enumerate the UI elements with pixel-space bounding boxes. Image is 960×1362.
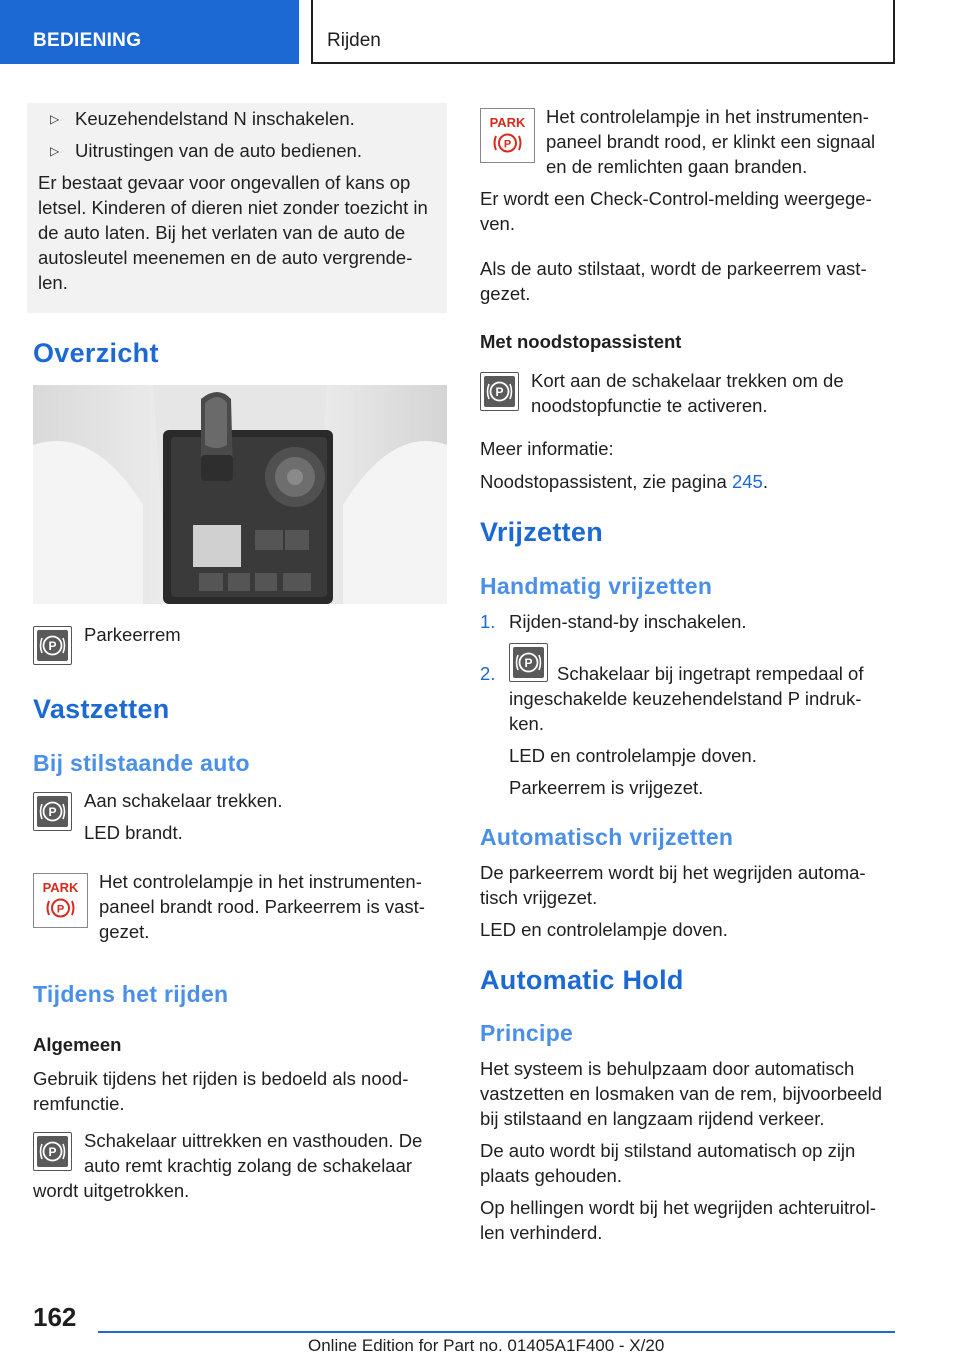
- center-console-photo: [33, 385, 447, 604]
- svg-text:P: P: [524, 656, 533, 670]
- trekken-text-line: auto remt krachtig zolang de schakelaar: [84, 1155, 413, 1176]
- bullet-triangle-icon: ▷: [50, 144, 60, 158]
- principe-3-text-line: len verhinderd.: [480, 1222, 603, 1243]
- principe-2-text-line: plaats gehouden.: [480, 1165, 622, 1186]
- step-2-text-line: ingeschakelde keuzehendelstand P indruk-: [509, 688, 862, 709]
- right-park-text-line: en de remlichten gaan branden.: [546, 156, 808, 177]
- parking-brake-icon: [509, 643, 548, 682]
- step-number-2: 2.: [480, 663, 496, 684]
- step-2-vrijgezet-text: Parkeerrem is vrijgezet.: [509, 777, 704, 798]
- principe-text-line: vastzetten en losmaken van de rem, bijvoorbeeld: [480, 1083, 883, 1104]
- svg-text:P: P: [48, 805, 57, 819]
- warning-text-line: letsel. Kinderen of dieren niet zonder toezicht in: [38, 197, 428, 218]
- svg-text:PARK: PARK: [42, 880, 79, 895]
- noodstop-text-line: Kort aan de schakelaar trekken om de: [531, 370, 844, 391]
- svg-text:P: P: [48, 1145, 57, 1159]
- noodstop-reference: Noodstopassistent, zie pagina 245.: [480, 471, 768, 492]
- footer-divider: [98, 1331, 895, 1333]
- automatisch-text-line: tisch vrijgezet.: [480, 887, 598, 908]
- principe-2-text-line: De auto wordt bij stilstand automatisch op zijn: [480, 1140, 856, 1161]
- parking-brake-icon: [33, 792, 72, 831]
- heading-tijdens-het-rijden: Tijdens het rijden: [33, 981, 229, 1007]
- svg-text:P: P: [48, 639, 57, 653]
- warning-bullet-2: Uitrustingen van de auto bedienen.: [75, 140, 362, 161]
- principe-text-line: Het systeem is behulpzaam door automatisch: [480, 1058, 855, 1079]
- header-chapter-tab: [311, 0, 895, 64]
- noodstop-reference-text: Noodstopassistent, zie pagina: [480, 471, 727, 492]
- step-1-text: Rijden-stand-by inschakelen.: [509, 611, 747, 632]
- heading-handmatig-vrijzetten: Handmatig vrijzetten: [480, 573, 713, 599]
- park-lamp-text-line: paneel brandt rood. Parkeerrem is vast-: [99, 896, 425, 917]
- step-2-led-text: LED en controlelampje doven.: [509, 745, 757, 766]
- header-section-tab: [0, 0, 299, 64]
- warning-text-line: de auto laten. Bij het verlaten van de auto de: [38, 222, 406, 243]
- heading-met-noodstopassistent: Met noodstopassistent: [480, 331, 682, 352]
- step-2-text-line: ken.: [509, 713, 544, 734]
- park-lamp-text-line: Het controlelampje in het instrumenten-: [99, 871, 422, 892]
- warning-text-line: Er bestaat gevaar voor ongevallen of kans op: [38, 172, 411, 193]
- park-warning-lamp-icon: [480, 108, 535, 163]
- automatisch-text-line: De parkeerrem wordt bij het wegrijden automa-: [480, 862, 866, 883]
- page-number: 162: [33, 1302, 77, 1332]
- right-park-text-line: paneel brandt rood, er klinkt een signaal: [546, 131, 876, 152]
- meer-informatie-label: Meer informatie:: [480, 438, 614, 459]
- stilstaande-step-2: LED brandt.: [84, 822, 183, 843]
- check-control-text-line: ven.: [480, 213, 515, 234]
- warning-text-line: len.: [38, 272, 68, 293]
- warning-bullet-1: Keuzehendelstand N inschakelen.: [75, 108, 355, 129]
- page-link-245[interactable]: 245: [731, 471, 763, 492]
- algemeen-text-line: remfunctie.: [33, 1093, 125, 1114]
- heading-automatic-hold: Automatic Hold: [480, 965, 684, 995]
- stilstaande-step-1: Aan schakelaar trekken.: [84, 790, 283, 811]
- right-park-text-line: Het controlelampje in het instrumenten-: [546, 106, 869, 127]
- heading-vrijzetten: Vrijzetten: [480, 517, 604, 547]
- footer-edition: Online Edition for Part no. 01405A1F400 - X/20: [308, 1336, 665, 1355]
- step-2-text-line: Schakelaar bij ingetrapt rempedaal of: [557, 663, 864, 684]
- principe-3-text-line: Op hellingen wordt bij het wegrijden achteruitrol-: [480, 1197, 876, 1218]
- principe-text-line: bij stilstaand en langzaam rijdend verkeer.: [480, 1108, 825, 1129]
- stilstaat-text-line: Als de auto stilstaat, wordt de parkeerrem vast-: [480, 258, 867, 279]
- heading-algemeen: Algemeen: [33, 1034, 122, 1055]
- parkeerrem-label: Parkeerrem: [84, 624, 181, 645]
- trekken-text-line: wordt uitgetrokken.: [33, 1180, 190, 1201]
- svg-text:PARK: PARK: [489, 115, 526, 130]
- heading-vastzetten: Vastzetten: [33, 694, 170, 724]
- park-warning-lamp-icon: [33, 873, 88, 928]
- svg-text:P: P: [56, 903, 65, 916]
- header-chapter-label: Rijden: [327, 30, 381, 51]
- check-control-text-line: Er wordt een Check-Control-melding weergege-: [480, 188, 872, 209]
- header-section-label: BEDIENING: [33, 30, 142, 51]
- warning-text-line: autosleutel meenemen en de auto vergrende-: [38, 247, 413, 268]
- trekken-text-line: Schakelaar uittrekken en vasthouden. De: [84, 1130, 423, 1151]
- parking-brake-icon: [33, 1132, 72, 1171]
- svg-text:P: P: [503, 138, 512, 151]
- svg-text:P: P: [495, 385, 504, 399]
- parking-brake-icon: [33, 626, 72, 665]
- step-number-1: 1.: [480, 611, 496, 632]
- park-lamp-text-line: gezet.: [99, 921, 150, 942]
- noodstop-text-line: noodstopfunctie te activeren.: [531, 395, 768, 416]
- automatisch-led-text: LED en controlelampje doven.: [480, 919, 728, 940]
- heading-automatisch-vrijzetten: Automatisch vrijzetten: [480, 824, 734, 850]
- heading-overzicht: Overzicht: [33, 338, 159, 368]
- heading-principe: Principe: [480, 1020, 574, 1046]
- parking-brake-icon: [480, 372, 519, 411]
- stilstaat-text-line: gezet.: [480, 283, 531, 304]
- bullet-triangle-icon: ▷: [50, 112, 60, 126]
- algemeen-text-line: Gebruik tijdens het rijden is bedoeld als nood-: [33, 1068, 409, 1089]
- heading-bij-stilstaande-auto: Bij stilstaande auto: [33, 750, 250, 776]
